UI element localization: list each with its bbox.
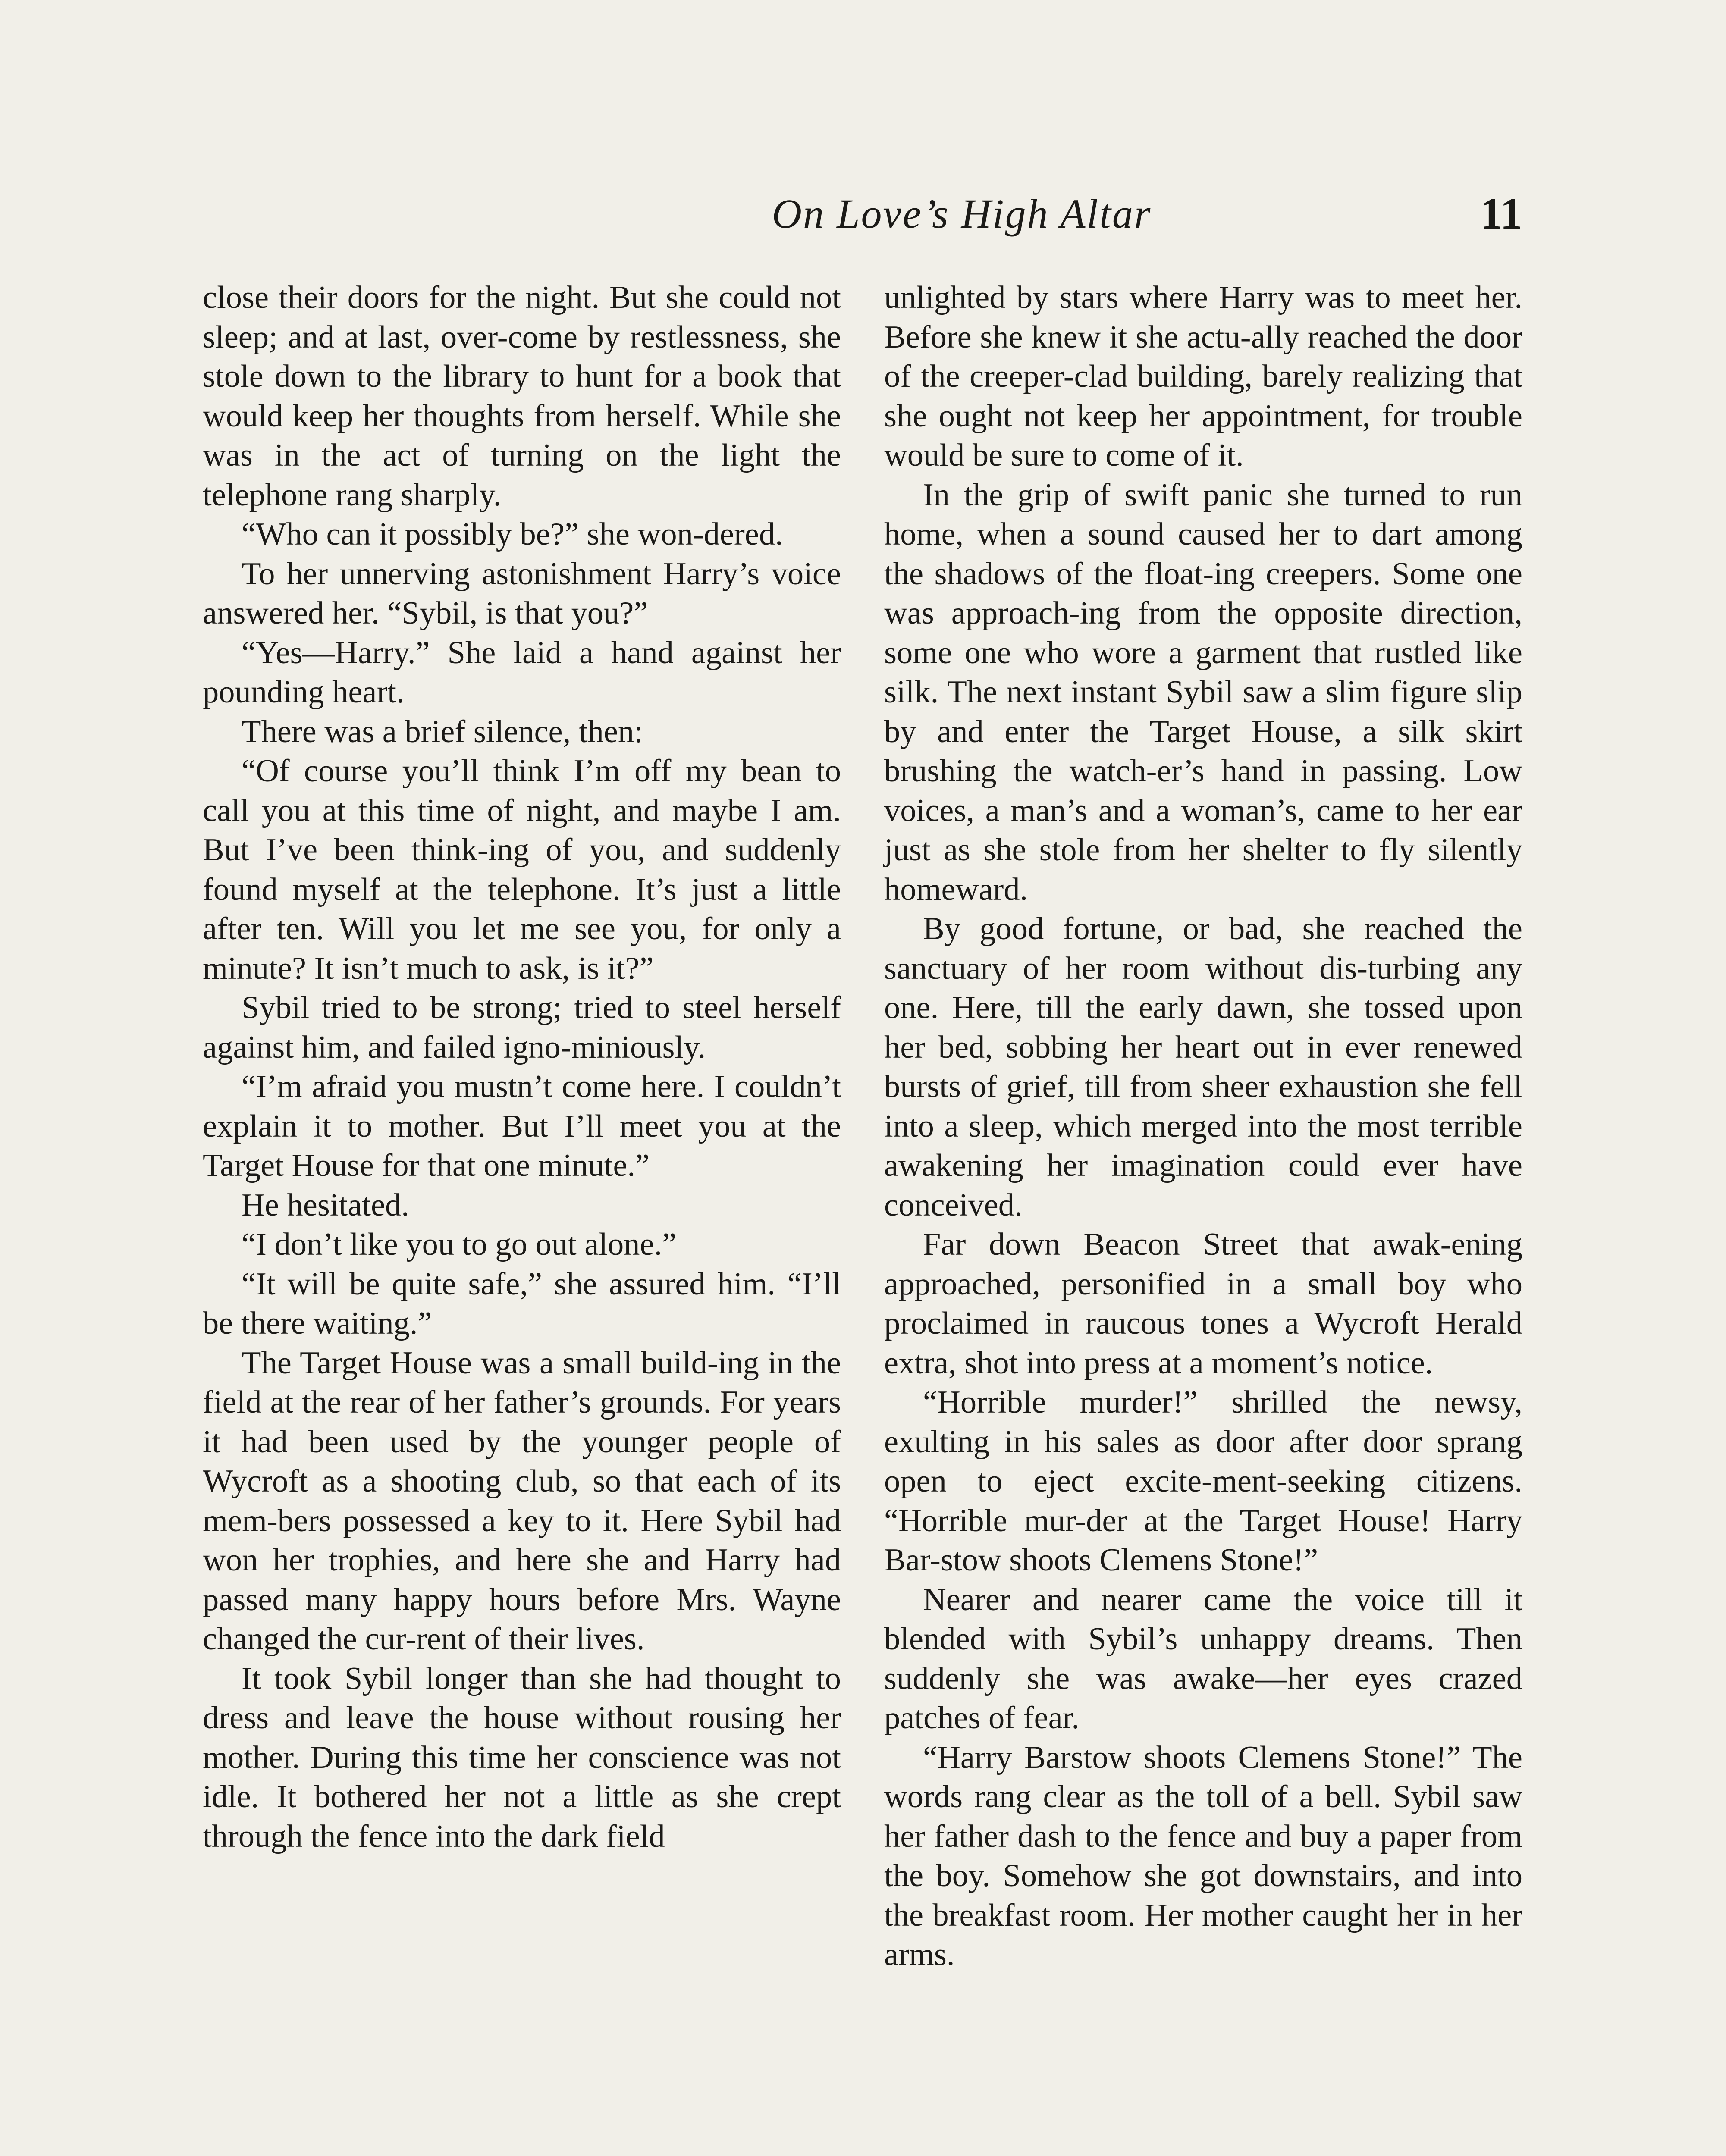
paragraph: close their doors for the night. But she could not sleep; and at last, over-come by restlessness, she stole down to the library to hunt for a book that would keep her thoughts from herself. While she was in the act of turning on the light the telephone rang sharply. (203, 280, 841, 513)
paragraph: Far down Beacon Street that awak-ening approached, personified in a small boy who proclaimed in raucous tones a Wycroft Herald extra, shot into press at a moment’s notice. (884, 1227, 1522, 1381)
paragraph: “Who can it possibly be?” she won-dered. (242, 517, 783, 552)
paragraph: “It will be quite safe,” she assured him. “I’ll be there waiting.” (203, 1266, 841, 1341)
paragraph: “I don’t like you to go out alone.” (242, 1227, 677, 1262)
paragraph: Sybil tried to be strong; tried to steel herself against him, and failed igno-miniously. (203, 990, 841, 1065)
paragraph: unlighted by stars where Harry was to meet her. Before she knew it she actu-ally reached the door of the creeper-clad building, barely realizing that she ought not keep her appointment, for trouble would be sure to come of it. (884, 280, 1522, 473)
paragraph: “Harry Barstow shoots Clemens Stone!” The words rang clear as the toll of a bell. Sybil saw her father dash to the fence and buy a paper from the boy. Somehow she got downstairs, and into the breakfast room. Her mother caught her in her arms. (884, 1739, 1522, 1972)
paragraph: He hesitated. (242, 1187, 409, 1223)
paragraph: To her unnerving astonishment Harry’s voice answered her. “Sybil, is that you?” (203, 556, 841, 631)
paragraph: Nearer and nearer came the voice till it blended with Sybil’s unhappy dreams. Then suddenly she was awake—her eyes crazed patches of fear. (884, 1582, 1522, 1736)
paragraph: There was a brief silence, then: (242, 714, 643, 749)
paragraph: In the grip of swift panic she turned to run home, when a sound caused her to dart among the shadows of the float-ing creepers. Some one was approach-ing from the opposite direction, some one who wore a garment that rustled like silk. The next instant Sybil saw a slim figure slip by and enter the Target House, a silk skirt brushing the watch-er’s hand in passing. Low voices, a man’s and a woman’s, came to her ear just as she stole from her shelter to fly silently homeward. (884, 477, 1522, 907)
paragraph: The Target House was a small build-ing in the field at the rear of her father’s grounds. For years it had been used by the younger people of Wycroft as a shooting club, so that each of its mem-bers possessed a key to it. Here Sybil had won her trophies, and here she and Harry had passed many happy hours before Mrs. Wayne changed the cur-rent of their lives. (203, 1345, 841, 1657)
paragraph: It took Sybil longer than she had thought to dress and leave the house without rousing her mother. During this time her conscience was not idle. It bothered her not a little as she crept through the fence into the dark field (203, 1661, 841, 1854)
paragraph: “Horrible murder!” shrilled the newsy, exulting in his sales as door after door sprang open to eject excite-ment-seeking citizens. “Horrible mur-der at the Target House! Harry Bar-stow shoots Clemens Stone!” (884, 1385, 1522, 1578)
paragraph: “Yes—Harry.” She laid a hand against her pounding heart. (203, 635, 841, 710)
paragraph: “I’m afraid you mustn’t come here. I couldn’t explain it to mother. But I’ll meet you at the Target House for that one minute.” (203, 1069, 841, 1183)
page-number: 11 (1480, 189, 1522, 238)
left-text-column (203, 278, 841, 1856)
running-head (203, 190, 1522, 246)
right-text-column (884, 278, 1522, 1975)
paragraph: By good fortune, or bad, she reached the sanctuary of her room without dis-turbing any one. Here, till the early dawn, she tossed upon her bed, sobbing her heart out in ever renewed bursts of grief, till from sheer exhaustion she fell into a sleep, which merged into the most terrible awakening her imagination could ever have conceived. (884, 911, 1522, 1223)
running-title: On Love’s High Altar (772, 191, 1152, 237)
paragraph: “Of course you’ll think I’m off my bean to call you at this time of night, and maybe I am. But I’ve been think-ing of you, and suddenly found myself at the telephone. It’s just a little after ten. Will you let me see you, for only a minute? It isn’t much to ask, is it?” (203, 753, 841, 986)
